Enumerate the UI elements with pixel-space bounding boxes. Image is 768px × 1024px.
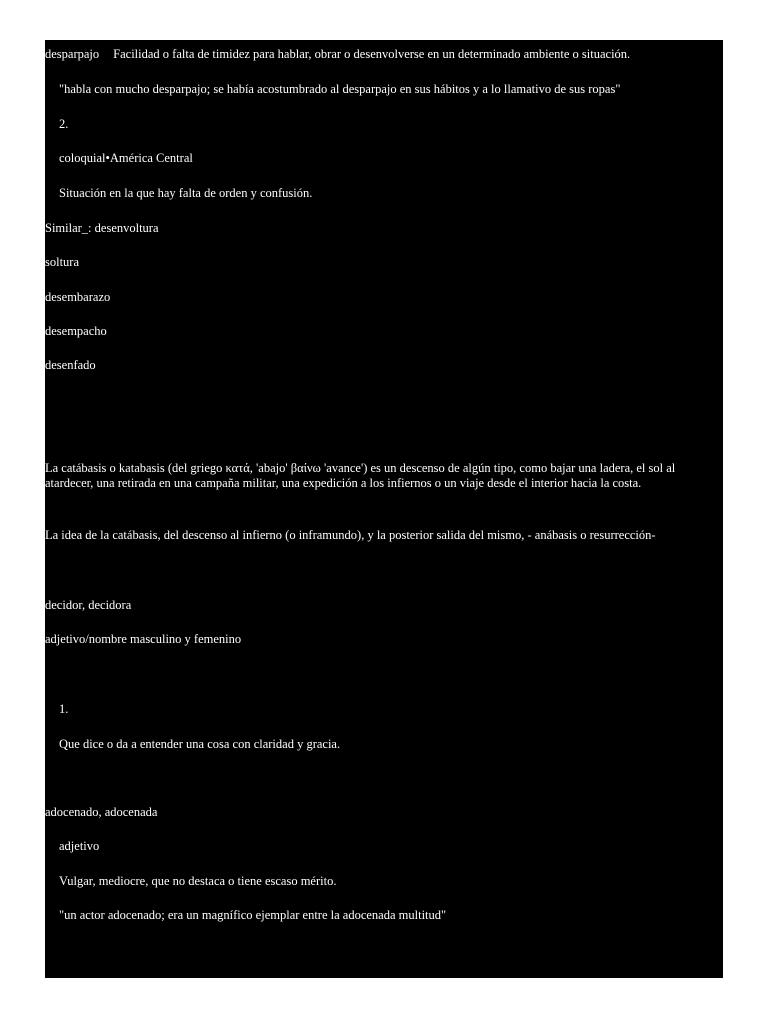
catabasis-paragraph: La idea de la catábasis, del descenso al infierno (o inframundo), y la posterior salida del mismo, - anábasis o resurrección- [45,528,656,542]
synonym-item: desenfado [45,358,96,372]
similar-label: Similar_: desenvoltura [45,221,159,235]
entry-example: "habla con mucho desparpajo; se había acostumbrado al desparpajo en sus hábitos y a lo llamativo de sus ropas" [59,82,621,96]
entry-definition: Vulgar, mediocre, que no destaca o tiene escaso mérito. [59,874,337,888]
synonym-item: desembarazo [45,290,111,304]
entry-example: "un actor adocenado; era un magnífico ejemplar entre la adocenada multitud" [59,908,447,922]
entry-term: decidor, decidora [45,598,132,612]
entry-desparpajo-headline [45,47,630,62]
sense-number: 2. [59,117,69,131]
entry-definition: Facilidad o falta de timidez para hablar, obrar o desenvolverse en un determinado ambiente o situación. [113,47,631,61]
document-page [45,40,723,978]
entry-term: adocenado, adocenada [45,805,158,819]
sense-definition: Situación en la que hay falta de orden y confusión. [59,186,313,200]
entry-category: adjetivo [59,839,100,853]
catabasis-paragraph: La catábasis o katabasis (del griego κατά, 'abajo' βαίνω 'avance') es un descenso de algún tipo, como bajar una ladera, el sol al atardecer, una retirada en una campaña militar, una expedición a los infiernos o un viaje desde el interior hacia la costa. [45,461,676,490]
synonym-item: soltura [45,255,80,269]
entry-term: desparpajo [45,47,100,61]
usage-label: coloquial•América Central [59,151,193,165]
synonym-item: desempacho [45,324,107,338]
entry-category: adjetivo/nombre masculino y femenino [45,632,242,646]
entry-definition: Que dice o da a entender una cosa con claridad y gracia. [59,737,341,751]
sense-number: 1. [59,702,69,716]
